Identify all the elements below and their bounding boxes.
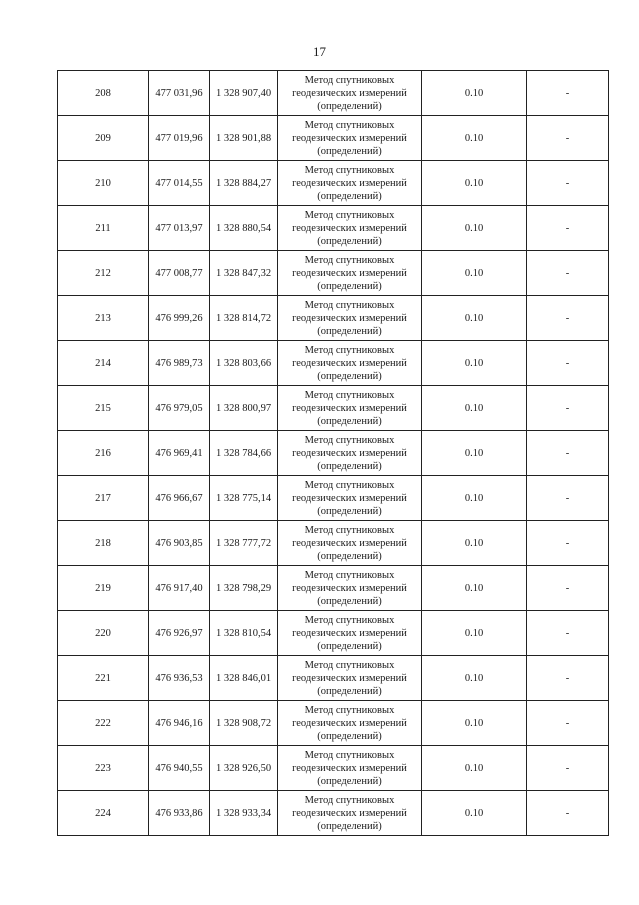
point-number-cell: 223 [58,746,149,791]
coordinate-y-cell: 1 328 847,32 [210,251,278,296]
method-cell [278,476,422,521]
accuracy-cell: 0.10 [422,791,527,836]
note-cell: - [527,71,609,116]
table-body [58,71,609,836]
table-row [58,746,609,791]
note-cell: - [527,701,609,746]
coordinate-y-cell: 1 328 784,66 [210,431,278,476]
method-text-line: геодезических измерений [292,537,407,549]
table-row [58,701,609,746]
coordinate-x-cell: 476 933,86 [149,791,210,836]
coordinates-table [57,70,609,836]
table-row [58,476,609,521]
method-text-line: (определений) [317,730,382,742]
method-text-line: Метод спутниковых [304,569,395,581]
method-text-line: геодезических измерений [292,447,407,459]
method-text-line: геодезических измерений [292,312,407,324]
note-cell: - [527,341,609,386]
method-text-line: геодезических измерений [292,807,407,819]
table-row [58,431,609,476]
method-text-line: (определений) [317,100,382,112]
coordinate-y-cell: 1 328 775,14 [210,476,278,521]
method-text-line: Метод спутниковых [304,74,395,86]
coordinate-x-cell: 477 031,96 [149,71,210,116]
coordinate-x-cell: 476 999,26 [149,296,210,341]
method-text-line: (определений) [317,325,382,337]
method-cell [278,701,422,746]
method-cell [278,566,422,611]
note-cell: - [527,251,609,296]
accuracy-cell: 0.10 [422,431,527,476]
accuracy-cell: 0.10 [422,116,527,161]
method-text-line: (определений) [317,190,382,202]
point-number-cell: 218 [58,521,149,566]
table-row [58,161,609,206]
note-cell: - [527,206,609,251]
method-cell [278,251,422,296]
coordinate-y-cell: 1 328 933,34 [210,791,278,836]
method-text-line: (определений) [317,280,382,292]
method-text-line: геодезических измерений [292,402,407,414]
method-cell [278,116,422,161]
table-row [58,206,609,251]
method-text-line: геодезических измерений [292,222,407,234]
coordinate-x-cell: 477 019,96 [149,116,210,161]
note-cell: - [527,791,609,836]
point-number-cell: 222 [58,701,149,746]
method-text-line: (определений) [317,235,382,247]
note-cell: - [527,431,609,476]
accuracy-cell: 0.10 [422,476,527,521]
table-row [58,71,609,116]
coordinate-x-cell: 477 014,55 [149,161,210,206]
method-text-line: Метод спутниковых [304,299,395,311]
accuracy-cell: 0.10 [422,701,527,746]
note-cell: - [527,521,609,566]
point-number-cell: 214 [58,341,149,386]
method-text-line: (определений) [317,640,382,652]
method-text-line: геодезических измерений [292,582,407,594]
method-text-line: (определений) [317,595,382,607]
point-number-cell: 216 [58,431,149,476]
note-cell: - [527,296,609,341]
method-text-line: геодезических измерений [292,267,407,279]
method-cell [278,206,422,251]
point-number-cell: 224 [58,791,149,836]
method-text-line: Метод спутниковых [304,254,395,266]
method-cell [278,71,422,116]
method-text-line: Метод спутниковых [304,434,395,446]
accuracy-cell: 0.10 [422,296,527,341]
accuracy-cell: 0.10 [422,746,527,791]
method-text-line: Метод спутниковых [304,749,395,761]
coordinate-x-cell: 476 926,97 [149,611,210,656]
method-text-line: геодезических измерений [292,132,407,144]
table-row [58,341,609,386]
table-row [58,656,609,701]
method-text-line: геодезических измерений [292,87,407,99]
point-number-cell: 210 [58,161,149,206]
method-text-line: Метод спутниковых [304,119,395,131]
point-number-cell: 209 [58,116,149,161]
table-row [58,611,609,656]
method-text-line: (определений) [317,685,382,697]
page-number: 17 [313,44,326,59]
note-cell: - [527,656,609,701]
method-text-line: геодезических измерений [292,717,407,729]
coordinate-x-cell: 477 013,97 [149,206,210,251]
method-cell [278,296,422,341]
point-number-cell: 215 [58,386,149,431]
method-text-line: геодезических измерений [292,672,407,684]
method-text-line: геодезических измерений [292,357,407,369]
coordinate-x-cell: 476 940,55 [149,746,210,791]
coordinate-y-cell: 1 328 777,72 [210,521,278,566]
method-cell [278,611,422,656]
method-text-line: Метод спутниковых [304,704,395,716]
coordinate-x-cell: 476 936,53 [149,656,210,701]
point-number-cell: 213 [58,296,149,341]
method-text-line: геодезических измерений [292,762,407,774]
table-row [58,251,609,296]
method-cell [278,791,422,836]
method-text-line: Метод спутниковых [304,614,395,626]
method-text-line: (определений) [317,820,382,832]
method-cell [278,161,422,206]
coordinate-y-cell: 1 328 880,54 [210,206,278,251]
method-cell [278,386,422,431]
accuracy-cell: 0.10 [422,611,527,656]
method-text-line: Метод спутниковых [304,344,395,356]
method-text-line: Метод спутниковых [304,524,395,536]
method-text-line: (определений) [317,460,382,472]
table-row [58,521,609,566]
accuracy-cell: 0.10 [422,566,527,611]
coordinate-x-cell: 476 989,73 [149,341,210,386]
coordinate-y-cell: 1 328 800,97 [210,386,278,431]
table-row [58,791,609,836]
accuracy-cell: 0.10 [422,521,527,566]
accuracy-cell: 0.10 [422,206,527,251]
method-text-line: геодезических измерений [292,492,407,504]
note-cell: - [527,746,609,791]
note-cell: - [527,386,609,431]
note-cell: - [527,566,609,611]
point-number-cell: 212 [58,251,149,296]
accuracy-cell: 0.10 [422,71,527,116]
coordinate-x-cell: 476 969,41 [149,431,210,476]
coordinate-y-cell: 1 328 846,01 [210,656,278,701]
point-number-cell: 220 [58,611,149,656]
method-text-line: (определений) [317,550,382,562]
point-number-cell: 221 [58,656,149,701]
method-text-line: геодезических измерений [292,627,407,639]
method-text-line: (определений) [317,505,382,517]
coordinate-y-cell: 1 328 907,40 [210,71,278,116]
method-text-line: Метод спутниковых [304,479,395,491]
method-cell [278,746,422,791]
accuracy-cell: 0.10 [422,161,527,206]
point-number-cell: 208 [58,71,149,116]
coordinate-y-cell: 1 328 798,29 [210,566,278,611]
coordinate-x-cell: 476 917,40 [149,566,210,611]
accuracy-cell: 0.10 [422,386,527,431]
point-number-cell: 217 [58,476,149,521]
coordinate-x-cell: 476 903,85 [149,521,210,566]
table-row [58,566,609,611]
note-cell: - [527,161,609,206]
table-row [58,386,609,431]
coordinate-x-cell: 476 979,05 [149,386,210,431]
coordinate-y-cell: 1 328 926,50 [210,746,278,791]
method-cell [278,431,422,476]
method-text-line: (определений) [317,370,382,382]
coordinate-y-cell: 1 328 901,88 [210,116,278,161]
accuracy-cell: 0.10 [422,251,527,296]
table-row [58,296,609,341]
method-text-line: (определений) [317,775,382,787]
coordinate-y-cell: 1 328 810,54 [210,611,278,656]
method-text-line: Метод спутниковых [304,209,395,221]
note-cell: - [527,476,609,521]
method-text-line: (определений) [317,145,382,157]
method-text-line: Метод спутниковых [304,659,395,671]
coordinate-y-cell: 1 328 814,72 [210,296,278,341]
point-number-cell: 211 [58,206,149,251]
method-cell [278,521,422,566]
coordinate-x-cell: 476 966,67 [149,476,210,521]
method-text-line: Метод спутниковых [304,164,395,176]
method-text-line: геодезических измерений [292,177,407,189]
method-cell [278,656,422,701]
coordinate-y-cell: 1 328 884,27 [210,161,278,206]
note-cell: - [527,116,609,161]
method-text-line: (определений) [317,415,382,427]
method-text-line: Метод спутниковых [304,389,395,401]
accuracy-cell: 0.10 [422,341,527,386]
accuracy-cell: 0.10 [422,656,527,701]
coordinate-x-cell: 477 008,77 [149,251,210,296]
table-row [58,116,609,161]
coordinate-x-cell: 476 946,16 [149,701,210,746]
coordinate-y-cell: 1 328 908,72 [210,701,278,746]
method-cell [278,341,422,386]
method-text-line: Метод спутниковых [304,794,395,806]
note-cell: - [527,611,609,656]
point-number-cell: 219 [58,566,149,611]
coordinate-y-cell: 1 328 803,66 [210,341,278,386]
